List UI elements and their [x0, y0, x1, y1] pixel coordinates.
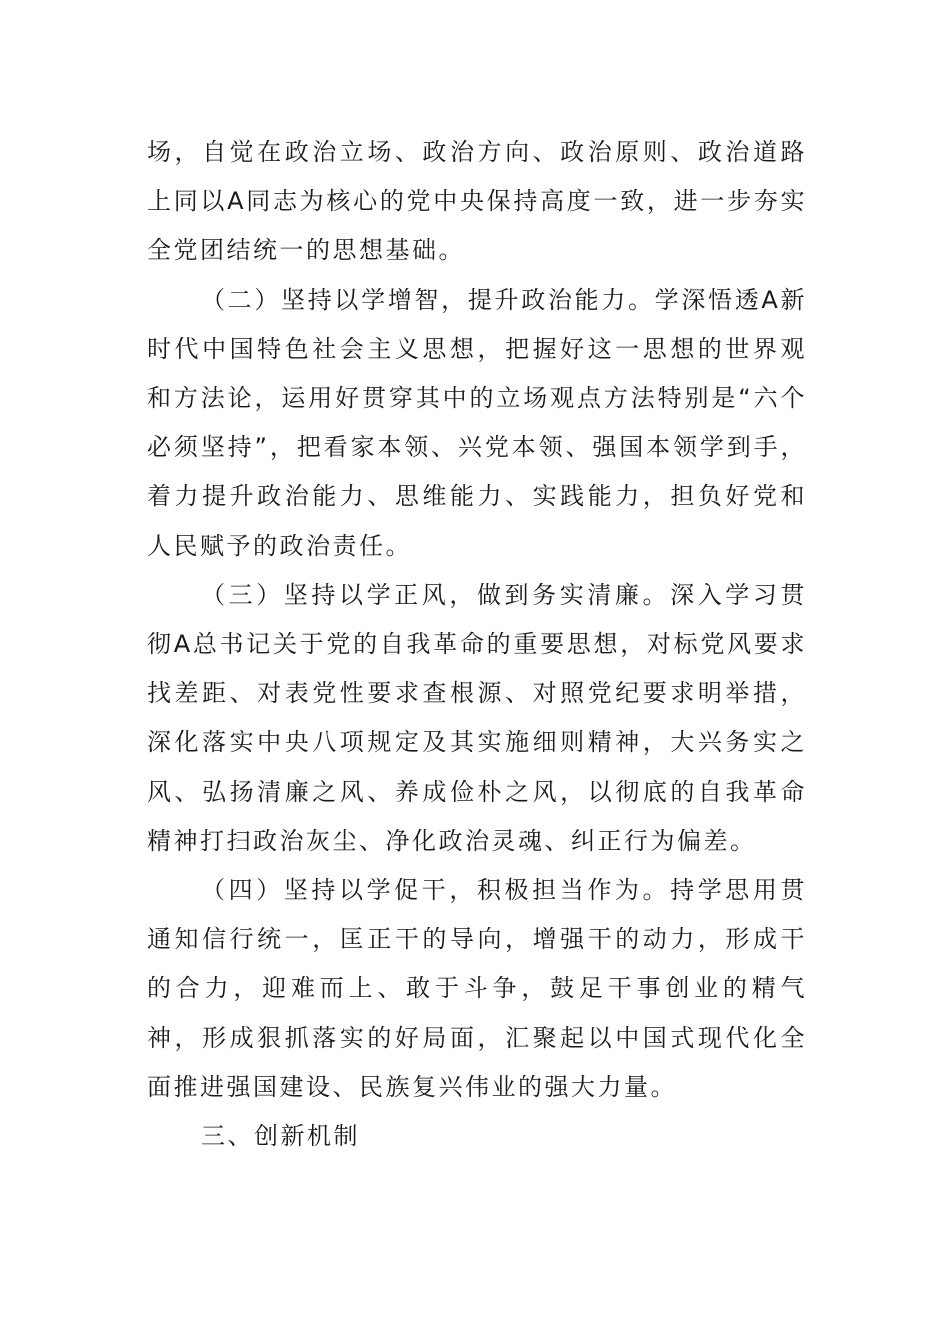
- document-body: [147, 128, 807, 1161]
- paragraph-section-4: （四）坚持以学促干，积极担当作为。持学思用贯通知信行统一，匡正干的导向，增强干的动力，形成干的合力，迎难而上、敢于斗争，鼓足干事创业的精气神，形成狠抓落实的好局面，汇聚起以中国式现代化全面推进强国建设、民族复兴伟业的强大力量。: [147, 876, 807, 1101]
- section-heading-innovation-mechanism: 三、创新机制: [201, 1122, 360, 1151]
- paragraph-section-3: （三）坚持以学正风，做到务实清廉。深入学习贯彻A总书记关于党的自我革命的重要思想，对标党风要求找差距、对表党性要求查根源、对照党纪要求明举措，深化落实中央八项规定及其实施细则精神，大兴务实之风、弘扬清廉之风、养成俭朴之风，以彻底的自我革命精神打扫政治灰尘、净化政治灵魂、纠正行为偏差。: [147, 580, 807, 855]
- paragraph-section-2: （二）坚持以学增智，提升政治能力。学深悟透A新时代中国特色社会主义思想，把握好这一思想的世界观和方法论，运用好贯穿其中的立场观点方法特别是“六个必须坚持”，把看家本领、兴党本领、强国本领学到手，着力提升政治能力、思维能力、实践能力，担负好党和人民赋予的政治责任。: [147, 285, 807, 560]
- paragraph-continuation: 场，自觉在政治立场、政治方向、政治原则、政治道路上同以A同志为核心的党中央保持高度一致，进一步夯实全党团结统一的思想基础。: [147, 138, 807, 265]
